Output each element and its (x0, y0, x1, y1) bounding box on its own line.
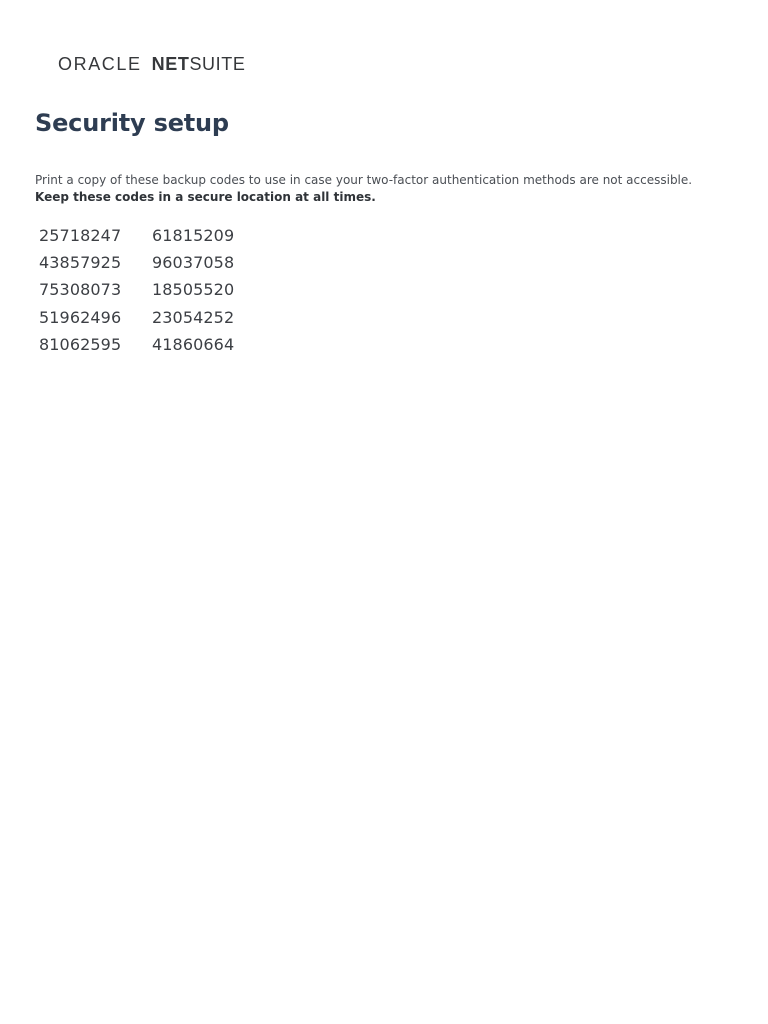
instructions-text: Print a copy of these backup codes to use in case your two-factor authentication methods are not accessible. (35, 173, 693, 187)
instructions-block (35, 172, 735, 206)
backup-code: 81062595 (39, 334, 122, 354)
logo-net-text: NET (151, 53, 190, 74)
logo-oracle-text: ORACLE (58, 53, 142, 74)
backup-code: 96037058 (152, 253, 235, 273)
backup-code: 23054252 (152, 307, 235, 327)
backup-code: 18505520 (152, 280, 235, 300)
backup-code: 43857925 (39, 253, 122, 273)
backup-codes-grid (39, 222, 265, 358)
logo-suite-text: SUITE (189, 53, 246, 74)
backup-code: 75308073 (39, 280, 122, 300)
backup-code: 25718247 (39, 226, 122, 245)
oracle-netsuite-logo (58, 54, 245, 74)
backup-code: 51962496 (39, 307, 122, 327)
page-title: Security setup (35, 109, 229, 137)
backup-code: 61815209 (152, 226, 235, 245)
backup-code: 41860664 (152, 334, 235, 354)
security-warning: Keep these codes in a secure location at all times. (35, 190, 376, 204)
